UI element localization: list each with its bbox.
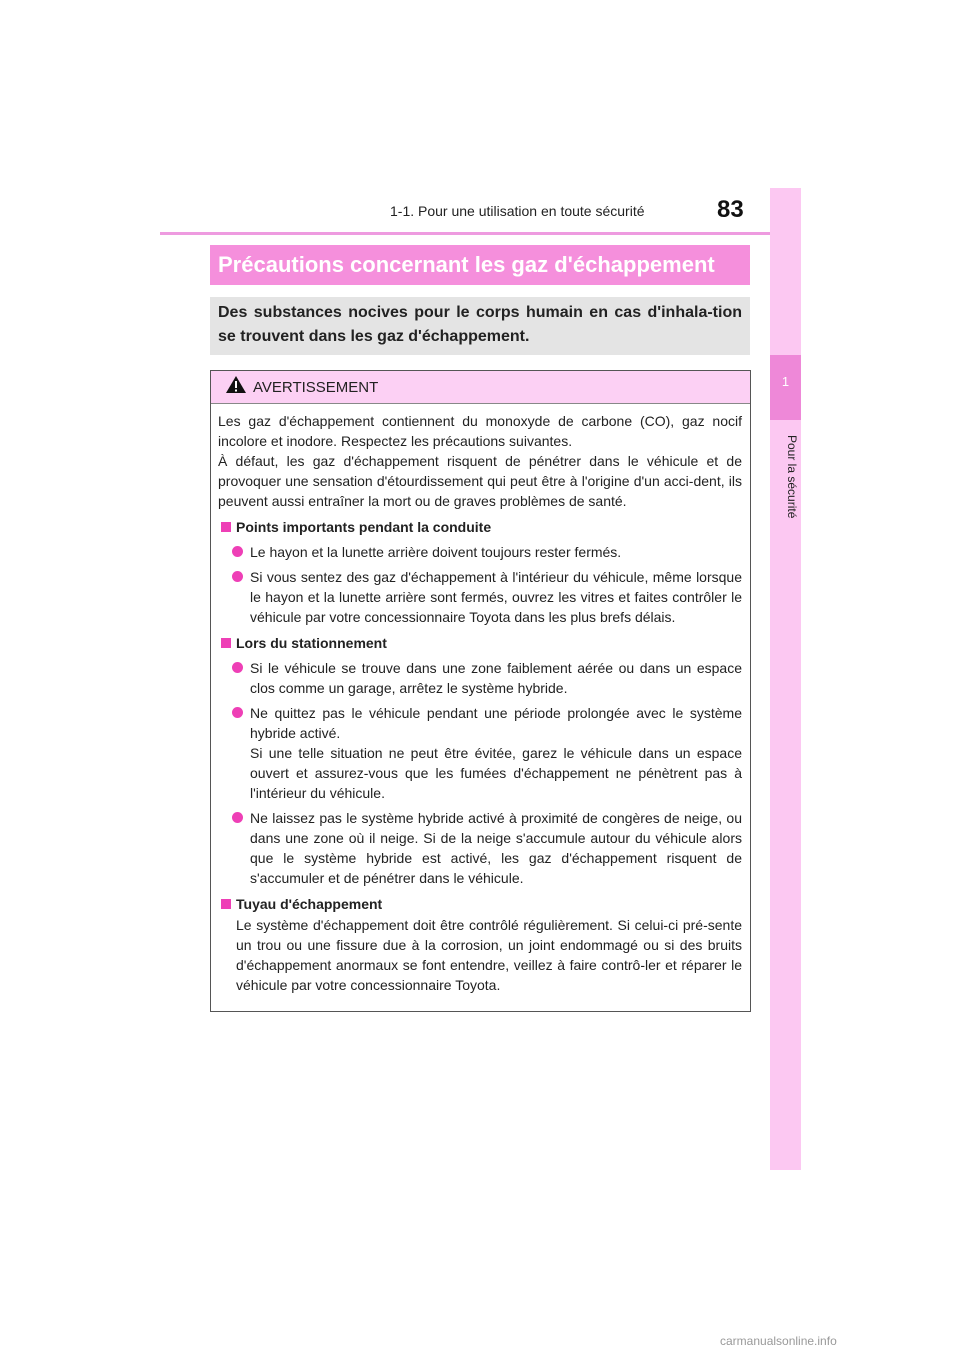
- warning-body: [211, 404, 750, 995]
- header-divider: [160, 232, 800, 235]
- page-number: 83: [717, 196, 744, 223]
- section-header: 1-1. Pour une utilisation en toute sécurité: [390, 203, 645, 219]
- circle-bullet-icon: [232, 546, 243, 557]
- square-bullet-icon: [221, 522, 231, 532]
- list-item: Ne laissez pas le système hybride activé à proximité de congères de neige, ou dans une zone où il neige. Si de la neige s'accumule autour du véhicule alors que le système hybride est activé, les gaz d'échappement risquent de s'accumuler et de pénétrer dans le véhicule.: [218, 808, 742, 888]
- list-item: Ne quittez pas le véhicule pendant une période prolongée avec le système hybride activé. Si une telle situation ne peut être évitée, garez le véhicule dans un espace ouvert et assurez-vous que les fumées d'échappement ne pénètrent pas à l'intérieur du véhicule.: [218, 703, 742, 803]
- circle-bullet-icon: [232, 571, 243, 582]
- section-text: Le système d'échappement doit être contrôlé régulièrement. Si celui-ci pré-sente un trou ou une fissure due à la corrosion, un joint endommagé ou si des bruits d'échappement anormaux se font entendre, veillez à faire contrô-ler et réparer le véhicule par votre concessionnaire Toyota.: [236, 917, 742, 993]
- circle-bullet-icon: [232, 707, 243, 718]
- warning-box: [210, 370, 751, 1012]
- warning-paragraph: À défaut, les gaz d'échappement risquent de pénétrer dans le véhicule et de provoquer une sensation d'étourdissement qui peut être à l'origine d'un acci-dent, ils peuvent aussi entraîner la mort ou de graves problèmes de santé.: [218, 453, 742, 509]
- section-heading: Points importants pendant la conduite: [218, 517, 742, 537]
- list-item: Si vous sentez des gaz d'échappement à l'intérieur du véhicule, même lorsque le hayon et la lunette arrière sont fermés, ouvrez les vitres et faites contrôler le véhicule par votre concessionnaire Toyota dans les plus brefs délais.: [218, 567, 742, 627]
- section-heading: Tuyau d'échappement: [218, 894, 742, 914]
- warning-paragraph: Les gaz d'échappement contiennent du monoxyde de carbone (CO), gaz nocif incolore et inodore. Respectez les précautions suivantes.: [218, 413, 742, 449]
- circle-bullet-icon: [232, 812, 243, 823]
- square-bullet-icon: [221, 638, 231, 648]
- chapter-label: Pour la sécurité: [785, 435, 799, 519]
- page-title: Précautions concernant les gaz d'échappement: [210, 245, 750, 285]
- chapter-number: 1: [781, 374, 790, 389]
- watermark: carmanualsonline.info: [720, 1334, 837, 1348]
- warning-header: [211, 371, 750, 404]
- chapter-side-strip: [770, 188, 801, 1170]
- list-item: Si le véhicule se trouve dans une zone faiblement aérée ou dans un espace clos comme un garage, arrêtez le système hybride.: [218, 658, 742, 698]
- list-item: Le hayon et la lunette arrière doivent toujours rester fermés.: [218, 542, 742, 562]
- section-heading: Lors du stationnement: [218, 633, 742, 653]
- square-bullet-icon: [221, 899, 231, 909]
- list-item-continuation: Si une telle situation ne peut être évitée, garez le véhicule dans un espace ouvert et assurez-vous que les fumées d'échappement ne pénètrent pas à l'intérieur du véhicule.: [250, 745, 742, 801]
- intro-summary: Des substances nocives pour le corps humain en cas d'inhala-tion se trouvent dans les gaz d'échappement.: [210, 297, 750, 355]
- warning-triangle-icon: [225, 375, 247, 399]
- warning-title: AVERTISSEMENT: [253, 378, 379, 396]
- circle-bullet-icon: [232, 662, 243, 673]
